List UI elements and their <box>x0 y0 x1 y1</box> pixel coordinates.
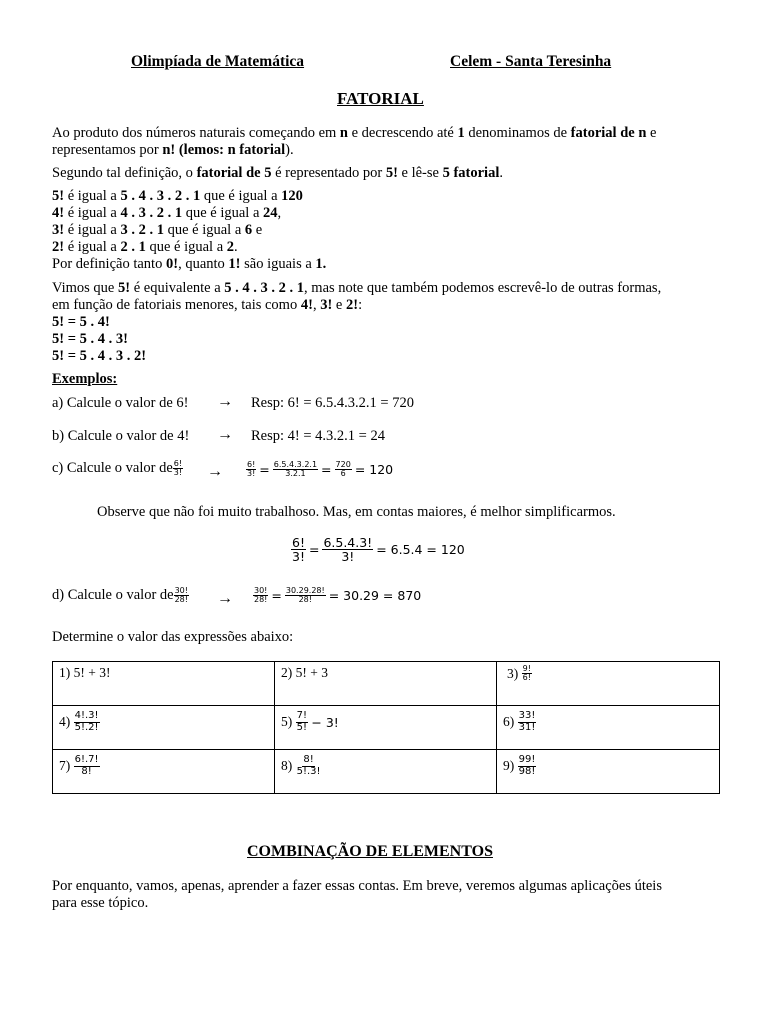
exercise-7: 7) $\frac{6!.7!}{8!}$ <box>53 750 275 794</box>
arrow-icon: → <box>207 463 223 480</box>
definition-line: 2! é igual a 2 . 1 que é igual a 2. <box>52 239 238 255</box>
exercise-9: 9) $\frac{99!}{98!}$ <box>497 750 720 794</box>
exercises-table <box>52 661 720 794</box>
exercise-1: 1) 5! + 3! <box>53 662 275 706</box>
exercise-8: 8) $\frac{8!}{5!.3!}$ <box>275 750 497 794</box>
arrow-icon: → <box>217 393 233 410</box>
exercise-3: 3) $\frac{9!}{6!}$ <box>497 662 720 706</box>
equivalence-paragraph: Vimos que 5! é equivalente a 5 . 4 . 3 . 2 . 1, mas note que também podemos escrevê-lo de outras formas, em função de fatoriais menores, tais como 4!, 3! e 2!: 5! = 5 . 4! 5! = 5 . 4 . 3! 5! = 5 . 4 . 3 . 2! <box>52 280 662 364</box>
definition-paragraph: Segundo tal definição, o fatorial de 5 é representado por 5! e lê-se 5 fatorial. <box>52 165 503 181</box>
arrow-icon: → <box>217 426 233 443</box>
exercise-5: 5) $\frac{7!}{5!}$ − 3! <box>275 706 497 750</box>
example-b-answer: Resp: 4! = 4.3.2.1 = 24 <box>251 428 385 444</box>
table-row <box>53 662 720 706</box>
table-row <box>53 750 720 794</box>
table-row <box>53 706 720 750</box>
page-title: FATORIAL <box>337 89 424 108</box>
fraction: $\frac{30!}{28!}$ <box>174 586 188 605</box>
section-title-combinacao: COMBINAÇÃO DE ELEMENTOS <box>247 843 493 860</box>
definition-line: 3! é igual a 3 . 2 . 1 que é igual a 6 e <box>52 222 263 238</box>
example-c-answer: $\frac{6!}{3!}$ = $\frac{6.5.4.3.2.1}{3.2.1}$ = $\frac{720}{6}$ = 120 <box>247 460 394 479</box>
intro-paragraph: Ao produto dos números naturais começando em n e decrescendo até 1 denominamos de fatorial de n e representamos por n! (lemos: n fatorial). <box>52 125 657 158</box>
example-c: c) Calcule o valor de $\frac{6!}{3!}$ <box>52 459 183 478</box>
example-d-answer: $\frac{30!}{28!}$ = $\frac{30.29.28!}{28!}$ = 30.29 = 870 <box>254 586 422 605</box>
factorial-definitions <box>52 188 326 273</box>
exercise-6: 6) $\frac{33!}{31!}$ <box>497 706 720 750</box>
definition-line: 5! é igual a 5 . 4 . 3 . 2 . 1 que é igual a 120 <box>52 188 303 204</box>
exercise-2: 2) 5! + 3 <box>275 662 497 706</box>
example-a: a) Calcule o valor de 6! <box>52 395 189 411</box>
example-a-answer: Resp: 6! = 6.5.4.3.2.1 = 720 <box>251 395 414 411</box>
definition-zero-one: Por definição tanto 0!, quanto 1! são iguais a 1. <box>52 256 327 272</box>
form-line: 5! = 5 . 4 . 3! <box>52 331 128 347</box>
example-b: b) Calcule o valor de 4! <box>52 428 190 444</box>
header-left: Olimpíada de Matemática <box>131 53 305 70</box>
simplification-equation: $\frac{6!}{3!}$ = $\frac{6.5.4.3!}{3!}$ = 6.5.4 = 120 <box>292 535 465 565</box>
exercises-prompt: Determine o valor das expressões abaixo: <box>52 629 294 645</box>
examples-heading: Exemplos: <box>52 371 118 387</box>
example-d: d) Calcule o valor de $\frac{30!}{28!}$ <box>52 586 188 605</box>
combinacao-paragraph: Por enquanto, vamos, apenas, aprender a fazer essas contas. Em breve, veremos algumas aplicações úteis para esse tópico. <box>52 878 662 911</box>
observation-text: Observe que não foi muito trabalhoso. Mas, em contas maiores, é melhor simplificarmos. <box>97 504 616 520</box>
header-right: Celem - Santa Teresinha <box>450 53 612 70</box>
exercise-4: 4) $\frac{4!.3!}{5!.2!}$ <box>53 706 275 750</box>
form-line: 5! = 5 . 4! <box>52 314 110 330</box>
fraction: $\frac{6!}{3!}$ <box>173 459 183 478</box>
definition-line: 4! é igual a 4 . 3 . 2 . 1 que é igual a 24, <box>52 205 282 221</box>
form-line: 5! = 5 . 4 . 3 . 2! <box>52 348 147 364</box>
arrow-icon: → <box>217 590 233 607</box>
